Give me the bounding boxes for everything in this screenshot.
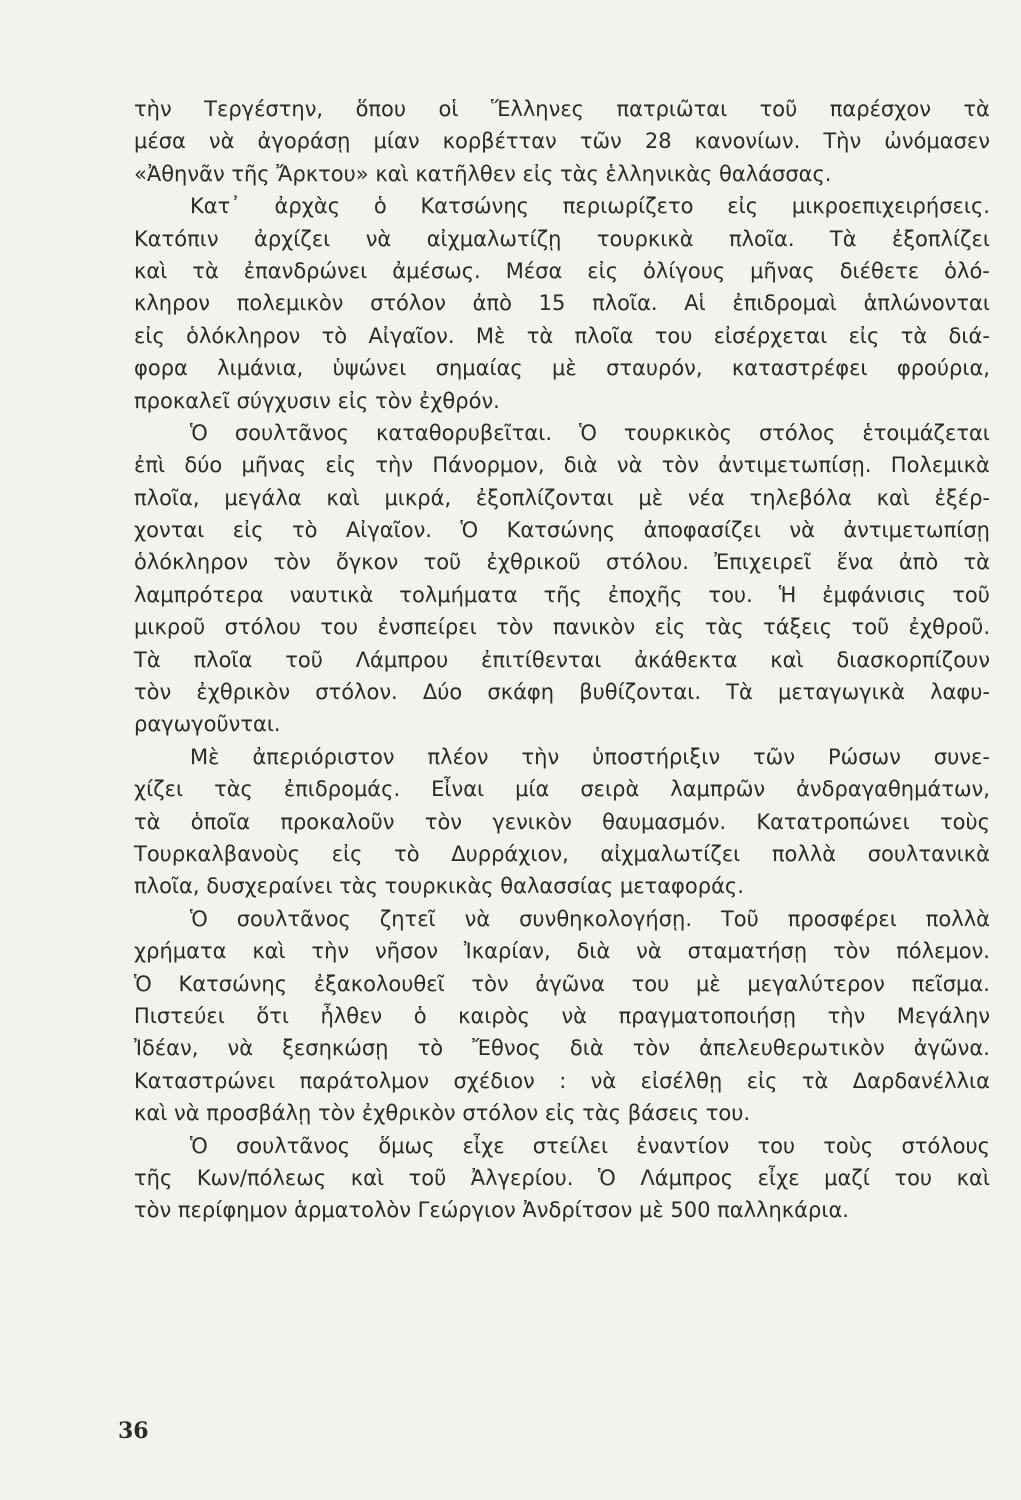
- text-line: Ὁ σουλτᾶνος ζητεῖ νὰ συνθηκολογήσῃ. Τοῦ προσφέρει πολλὰ: [190, 906, 990, 931]
- text-line: Ὁ Κατσώνης ἐξακολουθεῖ τὸν ἀγῶνα του μὲ μεγαλύτερον πεῖσμα.: [134, 971, 990, 996]
- text-line: ἐπὶ δύο μῆνας εἰς τὴν Πάνορμον, διὰ νὰ τὸν ἀντιμετωπίσῃ. Πολεμικὰ: [134, 453, 990, 478]
- text-line: τὸν περίφημον ἁρματολὸν Γεώργιον Ἀνδρίτσον μὲ 500 παλληκάρια.: [134, 1198, 849, 1223]
- text-line: Μὲ ἀπεριόριστον πλέον τὴν ὑποστήριξιν τῶν Ρώσων συνε-: [190, 744, 990, 769]
- text-line: τῆς Κων/πόλεως καὶ τοῦ Ἀλγερίου. Ὁ Λάμπρος εἶχε μαζί του καὶ: [134, 1165, 990, 1190]
- paragraph: [134, 903, 990, 1130]
- text-line: Καταστρώνει παράτολμον σχέδιον : νὰ εἰσέλθῃ εἰς τὰ Δαρδανέλλια: [134, 1068, 990, 1093]
- text-line: κληρον πολεμικὸν στόλον ἀπὸ 15 πλοῖα. Αἱ ἐπιδρομαὶ ἁπλώνονται: [134, 291, 990, 316]
- paragraph: [134, 190, 990, 417]
- text-line: Πιστεύει ὅτι ἦλθεν ὁ καιρὸς νὰ πραγματοποιήσῃ τὴν Μεγάλην: [134, 1003, 990, 1028]
- text-line: Ἰδέαν, νὰ ξεσηκώσῃ τὸ Ἔθνος διὰ τὸν ἀπελευθερωτικὸν ἀγῶνα.: [134, 1036, 990, 1061]
- text-line: εἰς ὁλόκληρον τὸ Αἰγαῖον. Μὲ τὰ πλοῖα του εἰσέρχεται εἰς τὰ διά-: [134, 323, 990, 348]
- body-text: [134, 93, 990, 1227]
- text-line: πλοῖα, δυσχεραίνει τὰς τουρκικὰς θαλασσίας μεταφοράς.: [134, 874, 744, 899]
- paragraph: [134, 93, 990, 190]
- text-line: χονται εἰς τὸ Αἰγαῖον. Ὁ Κατσώνης ἀποφασίζει νὰ ἀντιμετωπίσῃ: [134, 518, 990, 543]
- page-number: 36: [118, 1418, 149, 1444]
- text-line: χρήματα καὶ τὴν νῆσον Ἰκαρίαν, διὰ νὰ σταματήσῃ τὸν πόλεμον.: [134, 939, 990, 964]
- text-line: Κατόπιν ἀρχίζει νὰ αἰχμαλωτίζῃ τουρκικὰ πλοῖα. Τὰ ἐξοπλίζει: [134, 226, 990, 251]
- text-line: μικροῦ στόλου του ἐνσπείρει τὸν πανικὸν εἰς τὰς τάξεις τοῦ ἐχθροῦ.: [134, 615, 990, 640]
- paragraph: [134, 417, 990, 741]
- text-line: καὶ νὰ προσβάλῃ τὸν ἐχθρικὸν στόλον εἰς τὰς βάσεις του.: [134, 1101, 751, 1126]
- text-line: μέσα νὰ ἀγοράσῃ μίαν κορβέτταν τῶν 28 κανονίων. Τὴν ὠνόμασεν: [134, 129, 990, 154]
- paragraph: [134, 741, 990, 903]
- text-line: καὶ τὰ ἐπανδρώνει ἀμέσως. Μέσα εἰς ὀλίγους μῆνας διέθετε ὁλό-: [134, 258, 990, 283]
- text-line: Κατ᾽ ἀρχὰς ὁ Κατσώνης περιωρίζετο εἰς μικροεπιχειρήσεις.: [190, 194, 990, 219]
- text-line: τὸν ἐχθρικὸν στόλον. Δύο σκάφη βυθίζονται. Τὰ μεταγωγικὰ λαφυ-: [134, 680, 990, 705]
- paragraph: [134, 1130, 990, 1227]
- text-line: Ὁ σουλτᾶνος ὅμως εἶχε στείλει ἐναντίον του τοὺς στόλους: [190, 1133, 990, 1158]
- text-line: προκαλεῖ σύγχυσιν εἰς τὸν ἐχθρόν.: [134, 388, 500, 413]
- text-line: Τὰ πλοῖα τοῦ Λάμπρου ἐπιτίθενται ἀκάθεκτα καὶ διασκορπίζουν: [134, 647, 990, 672]
- text-line: «Ἀθηνᾶν τῆς Ἄρκτου» καὶ κατῆλθεν εἰς τὰς ἑλληνικὰς θαλάσσας.: [134, 161, 832, 186]
- text-line: ὁλόκληρον τὸν ὄγκον τοῦ ἐχθρικοῦ στόλου. Ἐπιχειρεῖ ἕνα ἀπὸ τὰ: [134, 550, 990, 575]
- text-line: τὴν Τεργέστην, ὅπου οἱ Ἕλληνες πατριῶται τοῦ παρέσχον τὰ: [134, 97, 990, 121]
- text-line: πλοῖα, μεγάλα καὶ μικρά, ἐξοπλίζονται μὲ νέα τηλεβόλα καὶ ἐξέρ-: [134, 485, 990, 510]
- text-line: φορα λιμάνια, ὑψώνει σημαίας μὲ σταυρόν, καταστρέφει φρούρια,: [134, 356, 990, 381]
- text-line: Τουρκαλβανοὺς εἰς τὸ Δυρράχιον, αἰχμαλωτίζει πολλὰ σουλτανικὰ: [134, 841, 990, 866]
- text-line: λαμπρότερα ναυτικὰ τολμήματα τῆς ἐποχῆς του. Ἡ ἐμφάνισις τοῦ: [134, 582, 990, 607]
- text-line: τὰ ὁποῖα προκαλοῦν τὸν γενικὸν θαυμασμόν. Κατατροπώνει τοὺς: [134, 809, 990, 834]
- text-line: Ὁ σουλτᾶνος καταθορυβεῖται. Ὁ τουρκικὸς στόλος ἑτοιμάζεται: [190, 420, 990, 445]
- text-line: ραγωγοῦνται.: [134, 712, 281, 737]
- text-line: χίζει τὰς ἐπιδρομάς. Εἶναι μία σειρὰ λαμπρῶν ἀνδραγαθημάτων,: [134, 777, 990, 802]
